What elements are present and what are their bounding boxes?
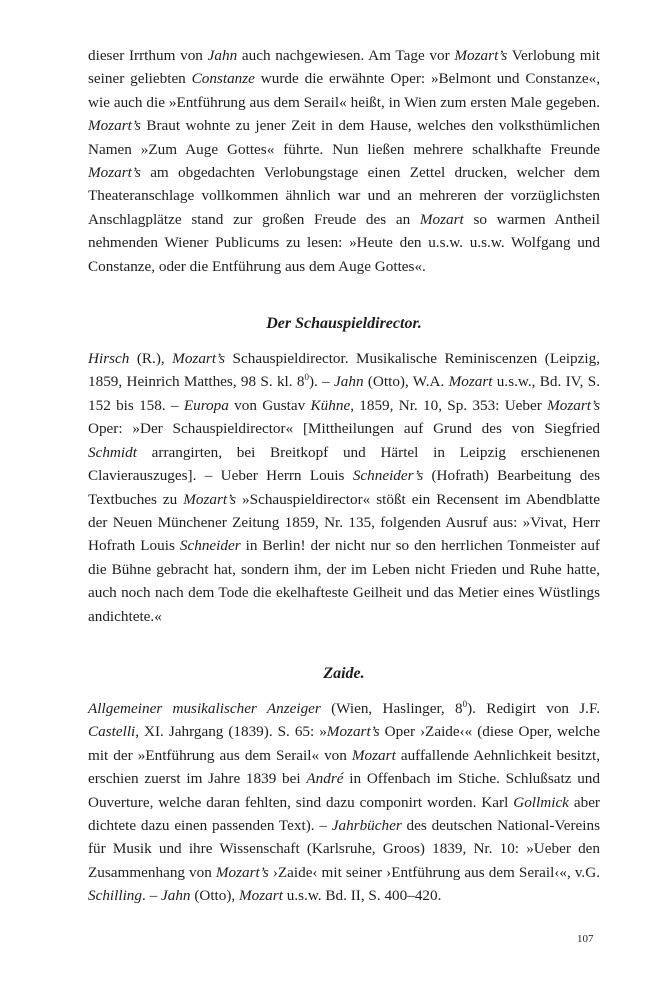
italic-text: Jahn: [334, 373, 364, 391]
italic-text: Schneider: [179, 537, 241, 555]
text-run: , 1859, Nr. 10, Sp. 353: Ueber: [350, 396, 548, 414]
text-run: dieser Irrthum von: [88, 47, 208, 64]
heading-zaide: Zaide.: [323, 664, 365, 682]
italic-text: Mozart: [448, 373, 493, 391]
text-run: aber dichtete dazu einen passenden Text). –: [88, 793, 600, 834]
text-run: »Schauspieldirector« stößt ein Recensent im Abendblatte der Neuen Münchener Zeitung 1859, Nr. 135, folgenden Ausruf aus: »Vivat, Herr Hofrath Louis: [88, 490, 600, 555]
paragraph-zaide: [88, 697, 600, 908]
italic-text: Mozart’s: [547, 396, 600, 414]
italic-text: Mozart’s: [215, 863, 269, 881]
text-run: Verlobung mit seiner geliebten: [88, 47, 601, 88]
italic-text: Mozart: [419, 210, 464, 228]
text-run: (Wien, Haslinger, 8: [320, 699, 463, 717]
italic-text: Allgemeiner musikalischer Anzeiger: [88, 699, 321, 717]
italic-text: Gollmick: [513, 793, 569, 811]
italic-text: Schneider’s: [352, 467, 424, 485]
text-run: Oper: »Der Schauspieldirector« [Mittheilungen auf Grund des von Siegfried: [88, 420, 600, 438]
italic-text: Hirsch: [88, 350, 130, 368]
text-run: u.s.w., Bd. IV, S. 152 bis 158. –: [88, 373, 600, 414]
text-run: (Otto), W.A.: [363, 373, 449, 391]
text-run: in Offenbach im Stiche. Schlußsatz und Ouverture, welche daran fehlten, sind dazu componirt worden. Karl: [88, 770, 600, 811]
italic-text: Mozart’s: [88, 164, 141, 182]
text-run: , XI. Jahrgang (1839). S. 65: »: [135, 723, 327, 741]
italic-text: Schmidt: [88, 443, 137, 461]
italic-text: Castelli: [88, 723, 136, 741]
text-run: wurde die erwähnte Oper: »Belmont und Constanze«, wie auch die »Entführung aus dem Serail« heißt, in Wien zum ersten Male gegeben.: [88, 70, 600, 111]
paragraph-irrthum: [88, 44, 600, 278]
italic-text: Kühne: [310, 396, 351, 414]
text-run: u.s.w. Bd. II, S. 400–420.: [282, 887, 442, 905]
italic-text: Europa: [183, 396, 229, 414]
paragraph-schauspieldirector: [88, 347, 600, 628]
text-run: ›Zaide‹ mit seiner ›Entführung aus dem Serail‹«, v.G.: [268, 863, 600, 881]
text-run: (Hofrath) Bearbeitung des Textbuches zu: [88, 467, 600, 508]
italic-text: Mozart’s: [172, 350, 226, 368]
page-number: 107: [577, 933, 594, 945]
text-run: (Otto),: [190, 887, 240, 905]
text-run: Schauspieldirector. Musikalische Reminiscenzen (Leipzig, 1859, Heinrich Matthes, 98 S. kl. 8: [88, 350, 600, 391]
text-run: so warmen Antheil nehmenden Wiener Publicums zu lesen: »Heute den u.s.w. u.s.w. Wolfgang und Constanze, oder die Entführung aus dem Auge Gottes«.: [88, 210, 600, 275]
text-run: auch nachgewiesen. Am Tage vor: [237, 47, 455, 64]
italic-text: Mozart’s: [326, 723, 380, 741]
text-run: ). Redigirt von J.F.: [467, 699, 600, 717]
text-run: ). –: [308, 373, 335, 391]
italic-text: André: [306, 770, 344, 788]
italic-text: Mozart’s: [454, 47, 508, 64]
text-run: (R.),: [129, 350, 173, 368]
text-run: in Berlin! der nicht nur so den herrlichen Tonmeister auf die Bühne gebracht hat, sondern ihm, der im Leben nicht Frieden und Ruhe hatte, auch noch nach dem Tode die ekelhafteste Geilheit und das Metier eines Wüstlings andichtete.«: [88, 537, 600, 625]
text-run: des deutschen National-Vereins für Musik und ihre Wissenschaft (Karlsruhe, Groos) 1839, Nr. 10: »Ueber den Zusammenhang von: [88, 816, 600, 881]
italic-text: Mozart’s: [183, 490, 237, 508]
text-run: auffallende Aehnlichkeit besitzt, erschien zuerst im Jahre 1839 bei: [88, 746, 600, 788]
italic-text: Schilling: [88, 887, 142, 905]
italic-text: Mozart: [351, 746, 396, 764]
text-run: . –: [142, 887, 161, 905]
text-run: von Gustav: [228, 396, 311, 414]
text-run: Braut wohnte zu jener Zeit in dem Hause, welches den volksthümlichen Namen »Zum Auge Gottes« führte. Nun ließen mehrere schalkhafte Freunde: [88, 117, 600, 158]
italic-text: Mozart’s: [88, 117, 141, 135]
italic-text: Jahrbücher: [331, 816, 402, 834]
text-run: arrangirten, bei Breitkopf und Härtel in Leipzig erschienenen Clavierauszuges]. – Ueber Herrn Louis: [88, 443, 600, 485]
superscript-text: 0: [304, 372, 309, 383]
italic-text: Mozart: [239, 887, 283, 905]
text-run: am obgedachten Verlobungstage einen Zettel drucken, welcher dem Theateranschlage vollkommen ähnlich war und an mehreren der vorzüglichsten Anschlagplätze stand zur großen Freude des an: [88, 164, 600, 228]
italic-text: Jahn: [160, 887, 191, 905]
page-body: [88, 44, 600, 908]
text-run: Oper ›Zaide‹« (diese Oper, welche mit der »Entführung aus dem Serail« von: [88, 723, 600, 764]
italic-text: Constanze: [191, 70, 255, 88]
heading-schauspieldirector: Der Schauspieldirector.: [266, 315, 422, 333]
superscript-text: 0: [462, 698, 468, 709]
italic-text: Jahn: [207, 47, 238, 64]
